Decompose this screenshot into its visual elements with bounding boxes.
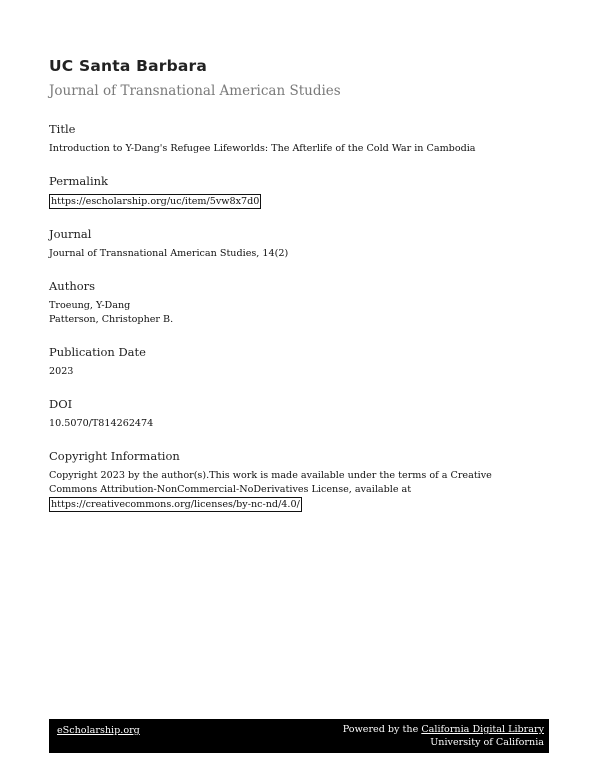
author-name: Troeung, Y-Dang (49, 300, 131, 311)
university-name: University of California (430, 737, 544, 748)
title-field (49, 122, 549, 156)
copyright-line: Copyright 2023 by the author(s).This work is made available under the terms of a Creative (49, 470, 492, 481)
title-value: Introduction to Y-Dang's Refugee Lifeworlds: The Afterlife of the Cold War in Cambodia (49, 143, 476, 154)
publication-date-label: Publication Date (49, 345, 146, 359)
doi-label: DOI (49, 397, 73, 411)
permalink-link[interactable]: https://escholarship.org/uc/item/5vw8x7d0 (51, 196, 260, 207)
doi-field (49, 397, 549, 431)
cdl-link[interactable]: California Digital Library (421, 724, 544, 735)
document-cover-page (49, 56, 549, 512)
title-label: Title (49, 122, 76, 136)
publication-date-field (49, 345, 549, 379)
journal-name: Journal of Transnational American Studies (49, 83, 341, 99)
journal-value: Journal of Transnational American Studies, 14(2) (49, 248, 289, 259)
permalink-field (49, 174, 549, 209)
escholarship-link[interactable]: eScholarship.org (57, 725, 140, 736)
author-name: Patterson, Christopher B. (49, 314, 174, 325)
copyright-label: Copyright Information (49, 449, 180, 463)
copyright-field (49, 449, 549, 512)
copyright-line: Commons Attribution-NonCommercial-NoDerivatives License, available at (49, 484, 412, 495)
authors-field (49, 279, 549, 327)
license-link[interactable]: https://creativecommons.org/licenses/by-nc-nd/4.0/ (51, 499, 300, 510)
authors-label: Authors (49, 279, 96, 293)
journal-label: Journal (49, 227, 92, 241)
permalink-label: Permalink (49, 174, 109, 188)
journal-field (49, 227, 549, 261)
publication-date-value: 2023 (49, 366, 74, 377)
institution-name: UC Santa Barbara (49, 57, 208, 75)
powered-by-text: Powered by the (342, 724, 419, 735)
doi-value: 10.5070/T814262474 (49, 418, 154, 429)
footer-bar (49, 719, 549, 753)
